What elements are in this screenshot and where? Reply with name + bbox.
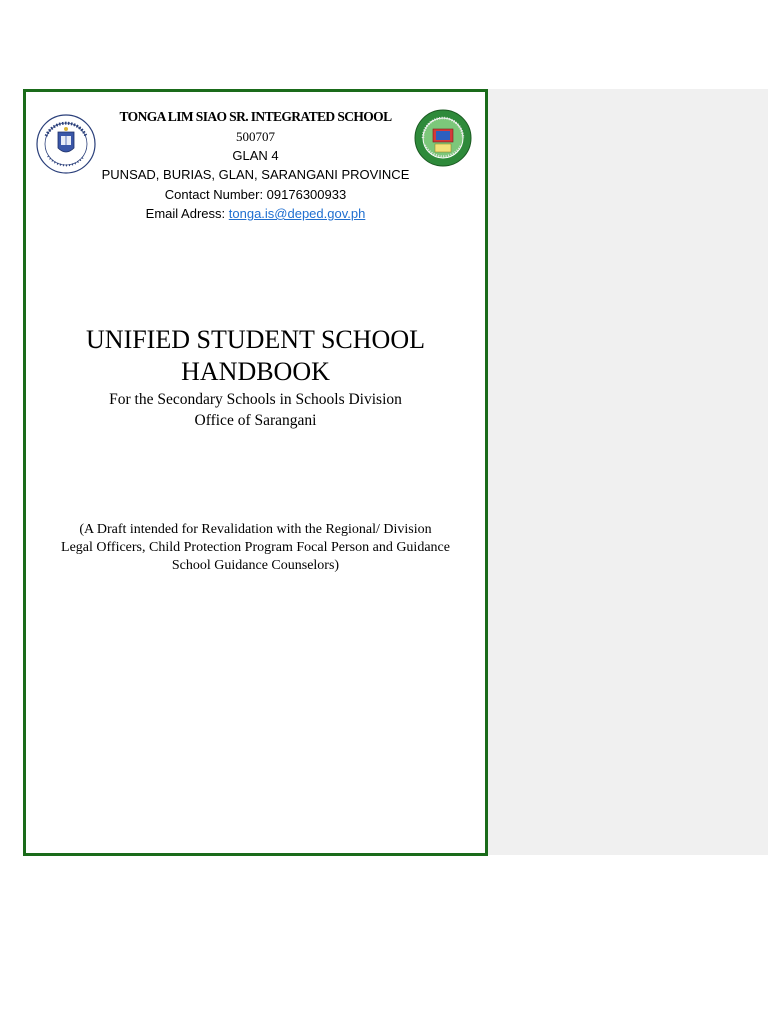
handbook-title bbox=[26, 324, 485, 388]
side-panel bbox=[488, 89, 768, 855]
handbook-cover-page bbox=[23, 89, 488, 856]
school-name: TONGA LIM SIAO SR. INTEGRATED SCHOOL bbox=[119, 109, 392, 124]
email-link[interactable]: tonga.is@deped.gov.ph bbox=[228, 206, 366, 221]
subtitle-line-2: Office of Sarangani bbox=[194, 412, 317, 429]
email-label: Email Adress: bbox=[145, 206, 226, 221]
title-line-1: UNIFIED STUDENT SCHOOL bbox=[86, 325, 425, 354]
subtitle-line-1: For the Secondary Schools in Schools Division bbox=[109, 391, 402, 408]
school-id: 500707 bbox=[236, 129, 275, 144]
email-line bbox=[26, 206, 485, 221]
note-line-2: Legal Officers, Child Protection Program Focal Person and Guidance bbox=[61, 540, 450, 555]
handbook-subtitle bbox=[26, 389, 485, 431]
school-address: PUNSAD, BURIAS, GLAN, SARANGANI PROVINCE bbox=[101, 167, 410, 182]
note-line-3: School Guidance Counselors) bbox=[171, 558, 340, 573]
title-line-2: HANDBOOK bbox=[181, 357, 330, 386]
contact-number: Contact Number: 09176300933 bbox=[164, 187, 347, 202]
draft-note bbox=[26, 521, 485, 575]
district: GLAN 4 bbox=[232, 148, 279, 163]
note-line-1: (A Draft intended for Revalidation with the Regional/ Division bbox=[79, 522, 432, 537]
